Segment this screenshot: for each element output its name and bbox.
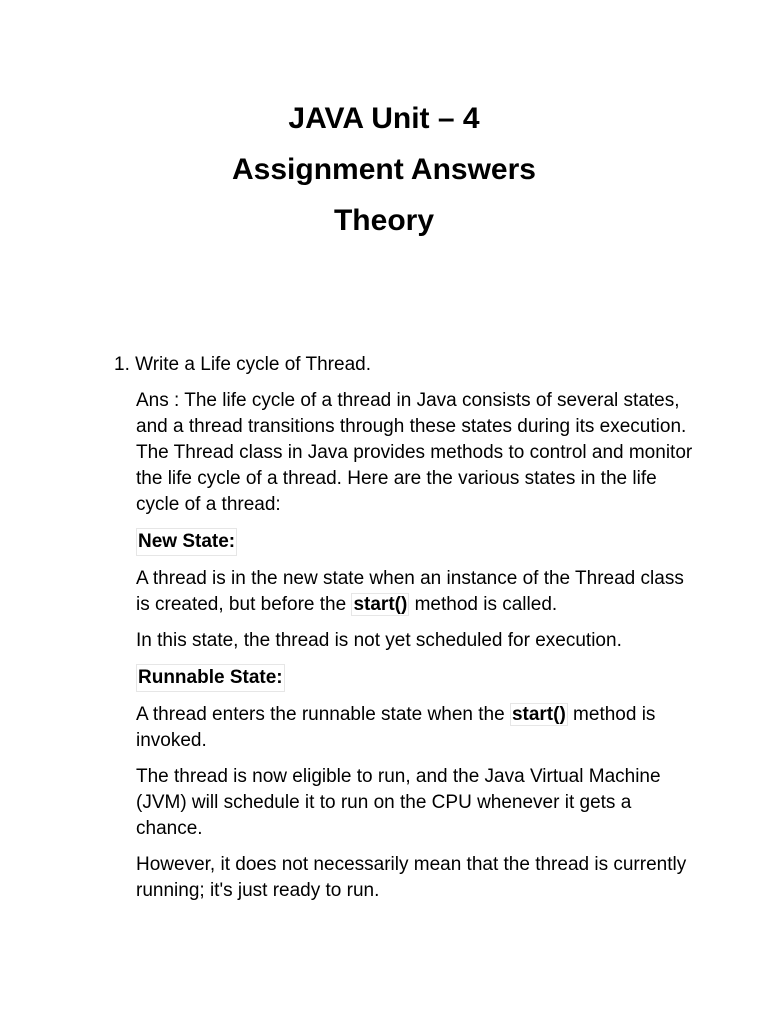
runnable-state-text-after: method is invoked. [136,704,656,751]
title-line-2: Assignment Answers [232,153,536,186]
runnable-state-paragraph-3: However, it does not necessarily mean that the thread is currently running; it's just ready to run. [136,854,687,901]
new-state-text-after: method is called. [409,594,558,615]
start-method-code: start() [353,594,408,615]
new-state-heading: New State: [136,528,237,556]
title-line-3: Theory [333,204,435,237]
question-text: Write a Life cycle of Thread. [135,354,371,375]
answer-intro: Ans : The life cycle of a thread in Java consists of several states, and a thread transitions through these states during its execution. The Thread class in Java provides methods to control and monitor the life cycle of a thread. Here are the various states in the life cycle of a thread: [136,390,693,515]
question-1 [114,352,371,378]
new-state-paragraph-1 [136,566,696,618]
runnable-state-paragraph-2: The thread is now eligible to run, and the Java Virtual Machine (JVM) will schedule it to run on the CPU whenever it gets a chance. [136,766,661,839]
question-number: 1. [114,354,130,375]
document-title [0,93,768,246]
runnable-state-text-before: A thread enters the runnable state when the [136,704,510,725]
start-method-code: start() [511,704,566,725]
runnable-state-paragraph-1 [136,702,696,754]
answer-body [136,388,696,914]
title-line-1: JAVA Unit – 4 [288,102,480,135]
runnable-state-heading: Runnable State: [136,664,285,692]
new-state-paragraph-2: In this state, the thread is not yet scheduled for execution. [136,630,622,651]
new-state-text-before: A thread is in the new state when an instance of the Thread class is created, but before the [136,568,684,615]
